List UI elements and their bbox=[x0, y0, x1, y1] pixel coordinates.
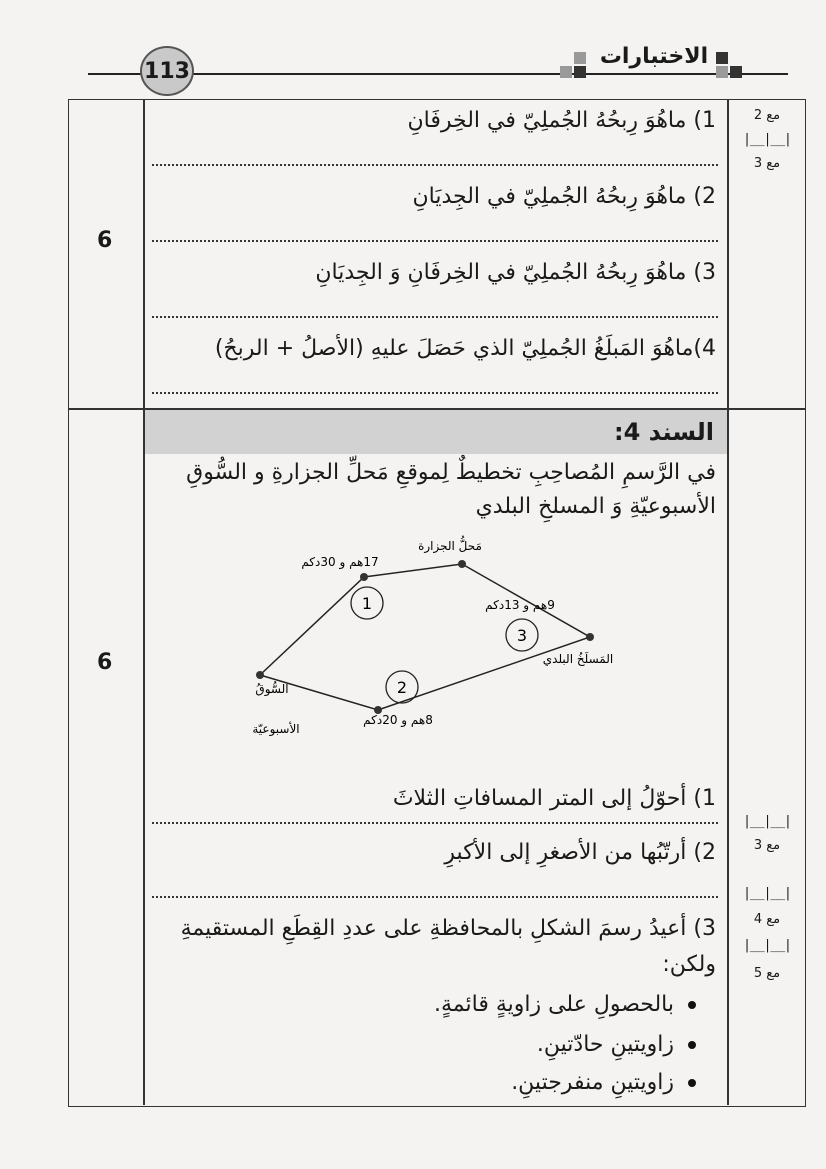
bullet-icon bbox=[688, 1041, 696, 1049]
score-boxes: |__|__| bbox=[743, 814, 791, 829]
score-mark: 6 bbox=[97, 228, 113, 253]
market-label-2: الأسبوعيّة bbox=[252, 722, 300, 736]
document-intro-line-2: الأسبوعيّةِ وَ المسلخِ البلدي bbox=[475, 494, 716, 519]
segment-3-label: 3 bbox=[516, 626, 528, 645]
header-square-icon bbox=[560, 66, 572, 78]
slaughterhouse-label: المَسلَخُ البلدي bbox=[542, 652, 614, 666]
page-number: 113 bbox=[140, 46, 194, 96]
header-square-icon bbox=[574, 52, 586, 64]
butcher-point bbox=[458, 560, 466, 568]
question-1: 1) ماهُوَ رِبحُهُ الجُملِيّ في الخِرفَانِ bbox=[407, 108, 716, 133]
location-diagram bbox=[230, 530, 630, 750]
criterion-label: مع 2 bbox=[753, 108, 781, 123]
header-square-icon bbox=[716, 66, 728, 78]
market-point bbox=[256, 671, 264, 679]
segment-1-label: 1 bbox=[361, 594, 373, 613]
question-4: 4)ماهُوَ المَبلَغُ الجُملِيّ الذي حَصَلَ عليهِ (الأصلُ + الربحُ) bbox=[214, 336, 716, 361]
answer-line bbox=[152, 390, 718, 394]
question-convert: 1) أحوّلُ إلى المتر المسافاتِ الثلاثَ bbox=[392, 786, 716, 811]
criterion-label: مع 3 bbox=[753, 156, 781, 171]
question-2: 2) ماهُوَ رِبحُهُ الجُملِيّ في الجِديَانِ bbox=[412, 184, 716, 209]
question-3: 3) ماهُوَ رِبحُهُ الجُملِيّ في الخِرفَانِ وَ الجِديَانِ bbox=[315, 260, 716, 285]
score-boxes: |__|__| bbox=[743, 938, 791, 953]
header-square-icon bbox=[730, 66, 742, 78]
criterion-label: مع 3 bbox=[753, 838, 781, 853]
segment-2-label: 2 bbox=[396, 678, 408, 697]
answer-line bbox=[152, 820, 718, 824]
criterion-label: مع 5 bbox=[753, 966, 781, 981]
condition-item: زاويتينِ حادّتينِ. bbox=[537, 1032, 696, 1057]
document-intro-line-1: في الرَّسمِ المُصاحِبِ تخطيطٌ لِموقعِ مَحلِّ الجزارةِ و السُّوقِ bbox=[186, 460, 716, 485]
slaughterhouse-point bbox=[586, 633, 594, 641]
condition-item: بالحصولِ على زاويةٍ قائمةٍ. bbox=[434, 992, 696, 1017]
criterion-label: مع 4 bbox=[753, 912, 781, 927]
document-title: السند 4: bbox=[614, 418, 714, 446]
diagram-polygon bbox=[260, 564, 590, 710]
question-order: 2) أرتّبُها من الأصغرِ إلى الأكبرِ bbox=[444, 840, 716, 865]
answer-line bbox=[152, 162, 718, 166]
mark-column-divider bbox=[143, 99, 145, 1105]
score-mark: 6 bbox=[97, 650, 113, 675]
answer-line bbox=[152, 238, 718, 242]
section-title: الاختبارات bbox=[588, 44, 720, 69]
criteria-column-divider bbox=[727, 99, 729, 1105]
distance-2-label: 8هم و 20دكم bbox=[363, 713, 433, 727]
bullet-icon bbox=[688, 1001, 696, 1009]
score-boxes: |__|__| bbox=[743, 886, 791, 901]
header-square-icon bbox=[574, 66, 586, 78]
market-label-1: السُّوقُ bbox=[255, 682, 289, 696]
question-redraw: 3) أعيدُ رسمَ الشكلِ بالمحافظةِ على عددِ القِطَعِ المستقيمةِ bbox=[180, 916, 716, 941]
header-square-icon bbox=[716, 52, 728, 64]
answer-line bbox=[152, 314, 718, 318]
question-redraw-but: ولكن: bbox=[662, 952, 716, 977]
butcher-label: مَحلُّ الجزارة bbox=[418, 539, 482, 553]
bullet-icon bbox=[688, 1079, 696, 1087]
condition-item: زاويتينِ منفرجتينِ. bbox=[511, 1070, 696, 1095]
distance-1-label: 17هم و 30دكم bbox=[301, 555, 379, 569]
score-boxes: |__|__| bbox=[743, 132, 791, 147]
distance-3-label: 9هم و 13دكم bbox=[485, 598, 555, 612]
answer-line bbox=[152, 894, 718, 898]
corner-point bbox=[360, 573, 368, 581]
